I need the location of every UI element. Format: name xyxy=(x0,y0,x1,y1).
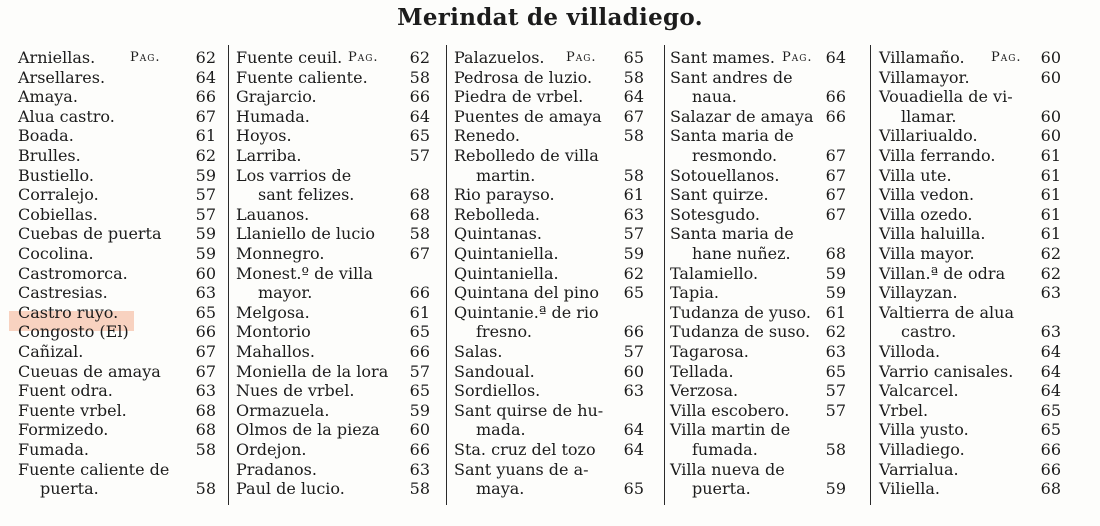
place-name: Villa nueva de xyxy=(670,459,785,479)
place-name: Quintaniella. xyxy=(454,244,559,263)
place-name: Villa vedon. xyxy=(879,185,975,205)
page-number: 66 xyxy=(1040,440,1061,459)
page-number: 59 xyxy=(195,165,216,185)
place-name: Pradanos. xyxy=(236,459,317,479)
page-number: 63 xyxy=(409,459,430,479)
page-number: 64 xyxy=(623,440,644,459)
page-number: 64 xyxy=(1040,361,1061,381)
place-name: Rebolleda. xyxy=(454,204,540,224)
page-number: 64 xyxy=(195,67,216,87)
place-name: fresno. xyxy=(476,322,532,342)
place-name: Santa maria de xyxy=(670,224,794,244)
place-name: Fuente caliente. xyxy=(236,67,368,87)
place-name: hane nuñez. xyxy=(692,244,791,263)
place-name: Sant quirze. xyxy=(670,185,769,205)
page-number: 62 xyxy=(1040,263,1061,283)
page-number: 63 xyxy=(1040,322,1061,342)
place-name: Brulles. xyxy=(18,146,81,165)
place-name: Fuent odra. xyxy=(18,381,113,401)
page-number: 64 xyxy=(409,106,430,126)
page-number: 60 xyxy=(1040,48,1061,67)
column-divider xyxy=(446,45,447,505)
page-number: 60 xyxy=(195,263,216,283)
place-name: Villa escobero. xyxy=(670,400,790,420)
place-name: Villan.ª de odra xyxy=(879,263,1006,283)
place-name: puerta. xyxy=(692,479,751,499)
page-number: 58 xyxy=(195,440,216,459)
place-name: Tapia. xyxy=(670,283,719,303)
page-number: 65 xyxy=(1040,420,1061,440)
page-number: 66 xyxy=(409,440,430,459)
place-name: Tudanza de suso. xyxy=(670,322,811,342)
page-number: 63 xyxy=(623,204,644,224)
page-number: 61 xyxy=(623,185,644,205)
place-name: Llaniello de lucio xyxy=(236,224,376,244)
page-number: 64 xyxy=(1040,342,1061,361)
place-name: Formizedo. xyxy=(18,420,109,440)
place-name: Villamayor. xyxy=(879,67,970,87)
page-number: 64 xyxy=(825,48,846,67)
page-number: 65 xyxy=(195,302,216,322)
page-abbrev: Pag. xyxy=(782,50,813,65)
place-name: Valtierra de alua xyxy=(879,302,1014,322)
place-name: Cueuas de amaya xyxy=(18,361,161,381)
place-name: Villariualdo. xyxy=(879,126,978,146)
page-number: 67 xyxy=(195,106,216,126)
place-name: Congosto (El) xyxy=(18,322,129,342)
place-name: Hoyos. xyxy=(236,126,292,146)
page-number: 67 xyxy=(623,106,644,126)
place-name: Tellada. xyxy=(670,361,734,381)
page-number: 59 xyxy=(825,283,846,303)
place-name: Castresias. xyxy=(18,283,108,303)
page-number: 64 xyxy=(623,420,644,440)
place-name: Villa ute. xyxy=(879,165,952,185)
page-number: 63 xyxy=(1040,283,1061,303)
page-number: 66 xyxy=(623,322,644,342)
place-name: Ormazuela. xyxy=(236,400,330,420)
place-name: Vrbel. xyxy=(879,400,929,420)
page-number: 58 xyxy=(623,126,644,146)
place-name: naua. xyxy=(692,87,737,107)
page-number: 58 xyxy=(409,479,430,499)
column-divider xyxy=(228,45,229,505)
place-name: Valcarcel. xyxy=(879,381,959,401)
place-name: Cuebas de puerta xyxy=(18,224,162,244)
place-name: Moniella de la lora xyxy=(236,361,389,381)
page-number: 59 xyxy=(409,400,430,420)
page-number: 58 xyxy=(623,165,644,185)
page-number: 66 xyxy=(825,87,846,107)
place-name: castro. xyxy=(901,322,957,342)
page-number: 57 xyxy=(623,342,644,361)
place-name: fumada. xyxy=(692,440,758,459)
place-name: Olmos de la pieza xyxy=(236,420,380,440)
page-number: 65 xyxy=(409,322,430,342)
place-name: Arsellares. xyxy=(18,67,106,87)
place-name: resmondo. xyxy=(692,146,778,165)
page-number: 60 xyxy=(1040,67,1061,87)
place-name: Varrialua. xyxy=(879,459,959,479)
place-name: Sta. cruz del tozo xyxy=(454,440,596,459)
place-name: Fuente ceuil. xyxy=(236,48,343,67)
page-number: 68 xyxy=(409,185,430,205)
place-name: Piedra de vrbel. xyxy=(454,87,584,107)
place-name: Quintana del pino xyxy=(454,283,599,303)
page-number: 59 xyxy=(623,244,644,263)
place-name: Villoda. xyxy=(879,342,941,361)
page-number: 67 xyxy=(409,244,430,263)
page-number: 66 xyxy=(825,106,846,126)
place-name: sant felizes. xyxy=(258,185,355,205)
page-number: 57 xyxy=(825,381,846,401)
place-name: Montorio xyxy=(236,322,311,342)
place-name: Ordejon. xyxy=(236,440,307,459)
page-number: 57 xyxy=(195,185,216,205)
page-number: 60 xyxy=(409,420,430,440)
place-name: Vouadiella de vi- xyxy=(879,87,1013,107)
page-abbrev: Pag. xyxy=(991,50,1022,65)
place-name: Sant mames. xyxy=(670,48,775,67)
page-number: 61 xyxy=(1040,185,1061,205)
place-name: Humada. xyxy=(236,106,310,126)
place-name: Amaya. xyxy=(18,87,78,107)
page-number: 67 xyxy=(825,204,846,224)
place-name: Mahallos. xyxy=(236,342,315,361)
place-name: mada. xyxy=(476,420,526,440)
page-number: 62 xyxy=(825,322,846,342)
page-number: 58 xyxy=(409,67,430,87)
place-name: Villa ozedo. xyxy=(879,204,973,224)
place-name: puerta. xyxy=(40,479,99,499)
page-number: 62 xyxy=(409,48,430,67)
page-number: 60 xyxy=(1040,106,1061,126)
place-name: Talamiello. xyxy=(670,263,759,283)
place-name: Salazar de amaya xyxy=(670,106,814,126)
place-name: Alua castro. xyxy=(18,106,115,126)
page-number: 62 xyxy=(195,146,216,165)
page-number: 67 xyxy=(195,361,216,381)
place-name: Nues de vrbel. xyxy=(236,381,355,401)
place-name: Fuente vrbel. xyxy=(18,400,127,420)
page-number: 62 xyxy=(1040,244,1061,263)
page-number: 66 xyxy=(409,342,430,361)
page-number: 65 xyxy=(825,361,846,381)
place-name: mayor. xyxy=(258,283,313,303)
place-name: Rebolledo de villa xyxy=(454,146,599,165)
page-abbrev: Pag. xyxy=(348,50,379,65)
page-number: 60 xyxy=(623,361,644,381)
place-name: Verzosa. xyxy=(670,381,739,401)
page-number: 57 xyxy=(825,400,846,420)
place-name: Cañizal. xyxy=(18,342,84,361)
page-number: 65 xyxy=(409,126,430,146)
page-title: Merindat de villadiego. xyxy=(397,4,703,31)
place-name: Viliella. xyxy=(879,479,940,499)
place-name: Fumada. xyxy=(18,440,89,459)
place-name: Sotesgudo. xyxy=(670,204,760,224)
place-name: Monnegro. xyxy=(236,244,325,263)
page-number: 64 xyxy=(623,87,644,107)
place-name: Boada. xyxy=(18,126,74,146)
page-abbrev: Pag. xyxy=(130,50,161,65)
place-name: Arniellas. xyxy=(18,48,96,67)
column-divider xyxy=(664,45,665,505)
page-number: 66 xyxy=(409,87,430,107)
place-name: Melgosa. xyxy=(236,302,310,322)
place-name: Castro ruyo. xyxy=(18,302,119,322)
page-number: 63 xyxy=(195,381,216,401)
page-number: 68 xyxy=(1040,479,1061,499)
page-number: 60 xyxy=(1040,126,1061,146)
place-name: Sandoual. xyxy=(454,361,535,381)
place-name: Renedo. xyxy=(454,126,520,146)
page-abbrev: Pag. xyxy=(566,50,597,65)
place-name: martin. xyxy=(476,165,536,185)
place-name: Fuente caliente de xyxy=(18,459,170,479)
page-number: 61 xyxy=(195,126,216,146)
page-number: 61 xyxy=(1040,224,1061,244)
page-number: 57 xyxy=(623,224,644,244)
place-name: Villadiego. xyxy=(879,440,965,459)
page-number: 58 xyxy=(623,67,644,87)
page-number: 65 xyxy=(623,283,644,303)
page-number: 65 xyxy=(1040,400,1061,420)
page-number: 66 xyxy=(195,87,216,107)
page-number: 59 xyxy=(195,224,216,244)
place-name: Sotouellanos. xyxy=(670,165,780,185)
place-name: Castromorca. xyxy=(18,263,128,283)
page-number: 59 xyxy=(195,244,216,263)
place-name: Villa martin de xyxy=(670,420,791,440)
place-name: Rio parayso. xyxy=(454,185,555,205)
page-number: 63 xyxy=(195,283,216,303)
page-number: 65 xyxy=(409,381,430,401)
column-divider xyxy=(870,45,871,505)
page-number: 61 xyxy=(825,302,846,322)
place-name: Salas. xyxy=(454,342,503,361)
page-number: 61 xyxy=(409,302,430,322)
place-name: Sant yuans de a- xyxy=(454,459,589,479)
place-name: Corralejo. xyxy=(18,185,99,205)
page-number: 68 xyxy=(409,204,430,224)
place-name: Los varrios de xyxy=(236,165,352,185)
place-name: Cobiellas. xyxy=(18,204,98,224)
place-name: Grajarcio. xyxy=(236,87,317,107)
page-number: 57 xyxy=(409,146,430,165)
page-number: 66 xyxy=(195,322,216,342)
page-number: 68 xyxy=(195,400,216,420)
page-number: 61 xyxy=(1040,146,1061,165)
page-number: 62 xyxy=(195,48,216,67)
page-number: 57 xyxy=(195,204,216,224)
place-name: Lauanos. xyxy=(236,204,310,224)
place-name: Monest.º de villa xyxy=(236,263,373,283)
place-name: Varrio canisales. xyxy=(879,361,1014,381)
place-name: Puentes de amaya xyxy=(454,106,602,126)
place-name: Tudanza de yuso. xyxy=(670,302,811,322)
page-number: 58 xyxy=(195,479,216,499)
page-number: 67 xyxy=(825,165,846,185)
place-name: Sordiellos. xyxy=(454,381,541,401)
place-name: maya. xyxy=(476,479,525,499)
page-number: 58 xyxy=(825,440,846,459)
place-name: llamar. xyxy=(901,106,957,126)
place-name: Palazuelos. xyxy=(454,48,545,67)
place-name: Paul de lucio. xyxy=(236,479,345,499)
page-number: 59 xyxy=(825,263,846,283)
place-name: Sant andres de xyxy=(670,67,793,87)
page-number: 58 xyxy=(409,224,430,244)
page-number: 68 xyxy=(825,244,846,263)
place-name: Villa ferrando. xyxy=(879,146,996,165)
place-name: Villa yusto. xyxy=(879,420,969,440)
place-name: Villamaño. xyxy=(879,48,965,67)
page-number: 67 xyxy=(825,146,846,165)
page-number: 61 xyxy=(1040,165,1061,185)
place-name: Larriba. xyxy=(236,146,302,165)
page-number: 63 xyxy=(825,342,846,361)
place-name: Villa haluilla. xyxy=(879,224,986,244)
place-name: Villayzan. xyxy=(879,283,958,303)
place-name: Tagarosa. xyxy=(670,342,749,361)
page-number: 65 xyxy=(623,479,644,499)
page-number: 57 xyxy=(409,361,430,381)
page-number: 67 xyxy=(825,185,846,205)
place-name: Cocolina. xyxy=(18,244,94,263)
page-number: 59 xyxy=(825,479,846,499)
page-number: 66 xyxy=(409,283,430,303)
page-number: 65 xyxy=(623,48,644,67)
page-number: 61 xyxy=(1040,204,1061,224)
place-name: Santa maria de xyxy=(670,126,794,146)
place-name: Quintanie.ª de rio xyxy=(454,302,599,322)
page-number: 63 xyxy=(623,381,644,401)
place-name: Bustiello. xyxy=(18,165,94,185)
place-name: Villa mayor. xyxy=(879,244,975,263)
place-name: Quintanas. xyxy=(454,224,542,244)
page-number: 68 xyxy=(195,420,216,440)
page-number: 66 xyxy=(1040,459,1061,479)
page-number: 67 xyxy=(195,342,216,361)
place-name: Sant quirse de hu- xyxy=(454,400,604,420)
place-name: Pedrosa de luzio. xyxy=(454,67,593,87)
page-number: 64 xyxy=(1040,381,1061,401)
page-number: 62 xyxy=(623,263,644,283)
place-name: Quintaniella. xyxy=(454,263,559,283)
